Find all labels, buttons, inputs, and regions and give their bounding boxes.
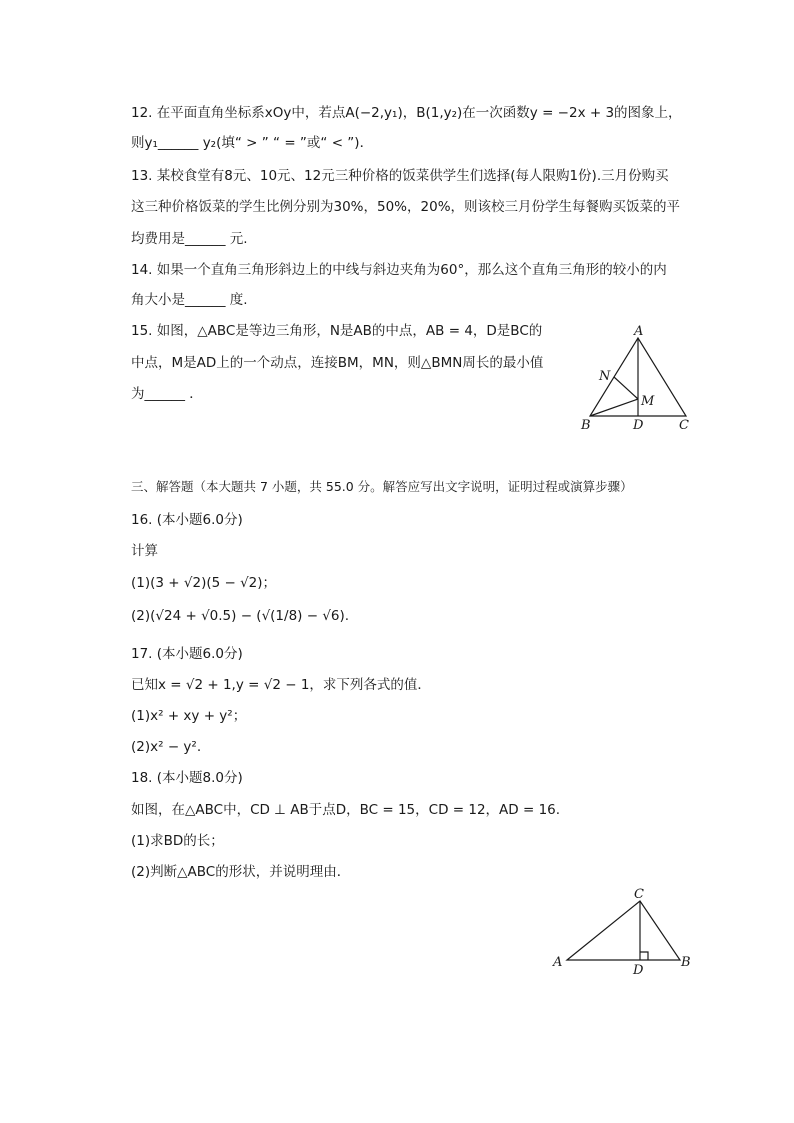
q13-line1: 13. 某校食堂有8元、10元、12元三种价格的饭菜供学生们选择(每人限购1份).三月份购买 <box>131 168 669 184</box>
q14-line1: 14. 如果一个直角三角形斜边上的中线与斜边夹角为60°，那么这个直角三角形的较小的内 <box>131 262 667 278</box>
label-n: N <box>599 369 611 384</box>
q12-line2: 则y₁______ y₂(填“ > ” “ = ”或“ < ”)． <box>131 135 374 151</box>
q15-triangle-figure <box>575 322 700 432</box>
q17-given: 已知x = √2 + 1,y = √2 − 1，求下列各式的值． <box>131 677 431 693</box>
q18-given: 如图，在△ABC中，CD ⊥ AB于点D，BC = 15，CD = 12，AD = 16. <box>131 802 561 818</box>
q16-prompt: 计算 <box>131 543 158 559</box>
q18-part1: (1)求BD的长； <box>131 833 224 849</box>
q14-line2: 角大小是______ 度. <box>131 292 248 308</box>
q18-title: 18. (本小题8.0分) <box>131 770 243 786</box>
q12-line1: 12. 在平面直角坐标系xOy中，若点A(−2,y₁)，B(1,y₂)在一次函数y = −2x + 3的图象上， <box>131 105 682 121</box>
q17-part1: (1)x² + xy + y²； <box>131 708 247 724</box>
segment-bm <box>590 399 638 416</box>
q13-line2: 这三种价格饭菜的学生比例分别为30%，50%，20%，则该校三月份学生每餐购买饭菜的平 <box>131 199 681 215</box>
label-d: D <box>633 418 644 432</box>
segment-nm <box>614 377 638 399</box>
label-b: B <box>681 955 691 970</box>
q16-part2: (2)(√24 + √0.5) − (√(1/8) − √6). <box>131 608 350 624</box>
q15-line2: 中点，M是AD上的一个动点，连接BM，MN，则△BMN周长的最小值 <box>131 355 544 371</box>
q18-triangle-figure <box>545 885 705 980</box>
label-b: B <box>581 418 591 432</box>
q16-part1: (1)(3 + √2)(5 − √2)； <box>131 575 277 591</box>
label-c: C <box>679 418 689 432</box>
right-angle-mark <box>640 952 648 960</box>
q18-part2: (2)判断△ABC的形状，并说明理由． <box>131 864 351 880</box>
q15-line1: 15. 如图，△ABC是等边三角形，N是AB的中点，AB = 4，D是BC的 <box>131 323 543 339</box>
q17-title: 17. (本小题6.0分) <box>131 646 243 662</box>
q15-line3: 为______ ． <box>131 386 203 402</box>
label-m: M <box>641 394 655 409</box>
triangle-abc <box>567 901 680 960</box>
q17-part2: (2)x² − y². <box>131 739 202 755</box>
label-c: C <box>634 887 644 902</box>
q16-title: 16. (本小题6.0分) <box>131 512 243 528</box>
section-3-header: 三、解答题（本大题共 7 小题，共 55.0 分。解答应写出文字说明，证明过程或演算步骤） <box>131 479 633 494</box>
q13-line3: 均费用是______ 元. <box>131 231 248 247</box>
label-a: A <box>634 324 644 339</box>
label-a: A <box>553 955 563 970</box>
label-d: D <box>633 963 644 978</box>
